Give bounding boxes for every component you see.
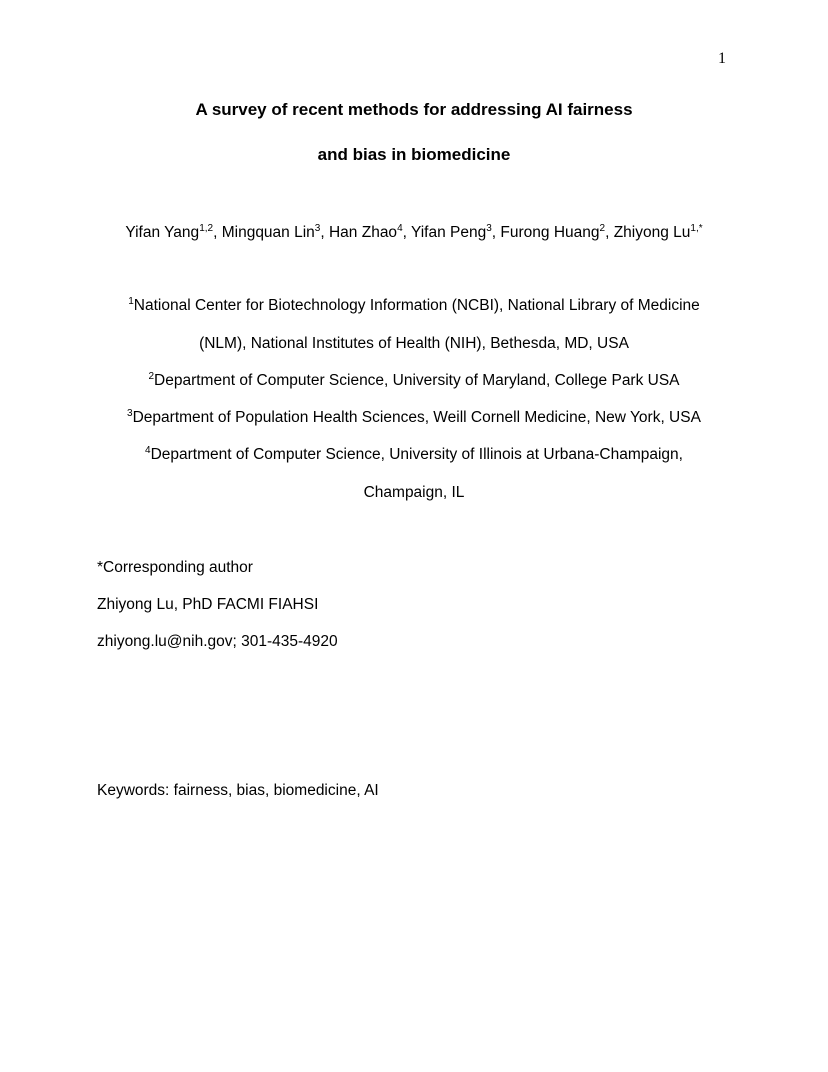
corresponding-author-label: *Corresponding author [97, 559, 253, 576]
corresponding-author-contact: zhiyong.lu@nih.gov; 301-435-4920 [97, 633, 338, 650]
affiliation-2: $^2$Department of Computer Science, University of Maryland, College Park USA [148, 371, 680, 389]
author-list [0, 224, 828, 242]
affiliation-1: $^1$National Center for Biotechnology Information (NCBI), National Library of Medicine [128, 296, 700, 314]
corresponding-author-name: Zhiyong Lu, PhD FACMI FIAHSI [97, 596, 319, 613]
author: Zhiyong $Lu^{1,*}$ [613, 223, 703, 241]
author: Yifan Yang$^{1,2}$, [125, 223, 222, 241]
author-affiliation-marker: 1,2 [199, 223, 214, 234]
author-affiliation-marker: 4 [397, 223, 403, 234]
author-affiliation-marker: 3 [486, 223, 492, 234]
affiliation-4: $^4$Department of Computer Science, University of Illinois at Urbana-Champaign, [145, 445, 683, 463]
author-affiliation-marker: 3 [314, 223, 321, 234]
author: Furong Huang$^2$, [500, 223, 614, 241]
affiliation-3: $^3$Department of Population Health Sciences, Weill Cornell Medicine, New York, USA [127, 408, 701, 426]
author-affiliation-marker: 2 [599, 223, 606, 234]
paper-title-line-1: A survey of recent methods for addressing AI fairness [195, 100, 633, 119]
author: Han Zhao$^4$, [328, 223, 411, 241]
author: Yifan Peng$^3$, [410, 223, 501, 241]
paper-title-line-2: and bias in biomedicine [317, 145, 511, 164]
page-number: 1 [718, 50, 726, 67]
author: Mingquan Lin$^3$, [221, 223, 329, 241]
affiliation-1-continued: (NLM), National Institutes of Health (NIH), Bethesda, MD, USA [199, 335, 629, 352]
affiliation-4-continued: Champaign, IL [363, 484, 465, 501]
keywords: Keywords: fairness, bias, biomedicine, AI [97, 782, 379, 799]
author-affiliation-marker: 1,* [690, 223, 703, 234]
